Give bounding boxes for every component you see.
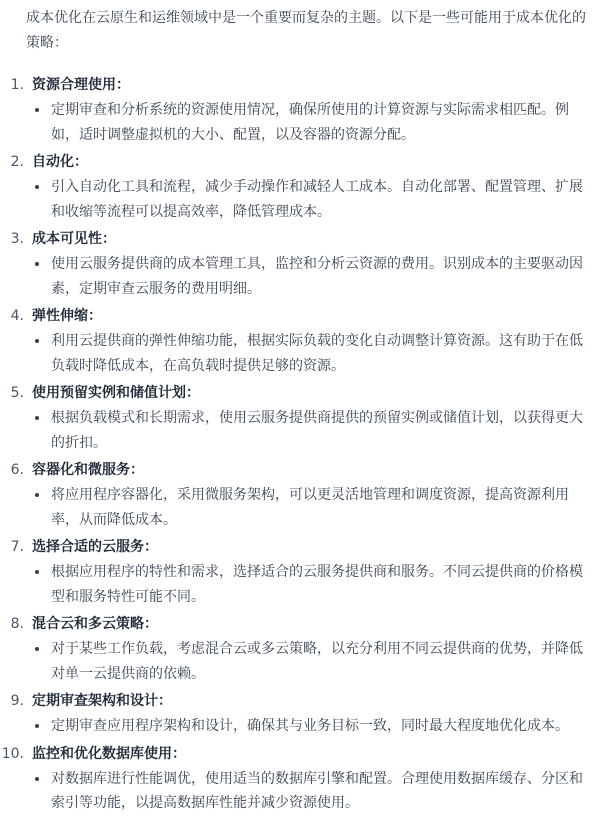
bullet-dot-icon [35, 724, 39, 728]
bullet-list [26, 175, 596, 224]
list-item [10, 150, 596, 224]
bullet-text: 使用云服务提供商的成本管理工具，监控和分析云资源的费用。识别成本的主要驱动因素，定期审查云服务的费用明细。 [51, 256, 583, 297]
item-title: 资源合理使用： [32, 77, 130, 93]
bullet-dot-icon [35, 339, 39, 343]
list-item [10, 612, 596, 686]
item-number: 10. [1, 745, 24, 762]
strategy-list [1, 73, 596, 816]
item-number: 9. [10, 693, 24, 709]
item-title: 弹性伸缩： [32, 308, 102, 324]
bullet-text: 定期审查和分析系统的资源使用情况，确保所使用的计算资源与实际需求相匹配。例如，适时调整虚拟机的大小、配置，以及容器的资源分配。 [51, 102, 569, 143]
bullet-dot-icon [35, 647, 39, 651]
list-item [10, 381, 596, 455]
bullet-text: 根据负载模式和长期需求，使用云服务提供商提供的预留实例或储值计划，以获得更大的折扣。 [51, 410, 583, 451]
list-item [10, 304, 596, 378]
bullet-text: 根据应用程序的特性和需求，选择适合的云服务提供商和服务。不同云提供商的价格模型和服务特性可能不同。 [51, 564, 583, 605]
item-title: 使用预留实例和储值计划： [32, 385, 200, 401]
bullet-item [51, 483, 596, 532]
bullet-list [26, 767, 596, 816]
item-title: 自动化： [32, 154, 88, 170]
list-item [10, 535, 596, 609]
item-title: 选择合适的云服务： [32, 539, 158, 555]
item-title: 定期审查架构和设计： [32, 693, 172, 709]
list-item [10, 689, 596, 739]
bullet-text: 利用云提供商的弹性伸缩功能，根据实际负载的变化自动调整计算资源。这有助于在低负载时降低成本，在高负载时提供足够的资源。 [51, 333, 583, 374]
bullet-item [51, 252, 596, 301]
bullet-list [26, 406, 596, 455]
bullet-text: 引入自动化工具和流程，减少手动操作和减轻人工成本。自动化部署、配置管理、扩展和收缩等流程可以提高效率，降低管理成本。 [51, 179, 583, 220]
bullet-item [51, 637, 596, 686]
bullet-dot-icon [35, 416, 39, 420]
bullet-list [26, 98, 596, 147]
bullet-item [51, 714, 596, 739]
item-title: 成本可见性： [32, 231, 116, 247]
bullet-text: 对数据库进行性能调优，使用适当的数据库引擎和配置。合理使用数据库缓存、分区和索引等功能，以提高数据库性能并减少资源使用。 [51, 770, 583, 811]
bullet-list [26, 252, 596, 301]
bullet-item [51, 98, 596, 147]
bullet-dot-icon [35, 108, 39, 112]
bullet-list [26, 637, 596, 686]
item-number: 2. [10, 154, 24, 170]
bullet-list [26, 329, 596, 378]
bullet-dot-icon [35, 570, 39, 574]
item-number: 3. [10, 231, 24, 247]
bullet-list [26, 560, 596, 609]
item-number: 4. [10, 308, 24, 324]
item-number: 7. [10, 539, 24, 555]
bullet-item [51, 175, 596, 224]
bullet-dot-icon [35, 185, 39, 189]
item-title: 容器化和微服务： [32, 462, 144, 478]
bullet-dot-icon [35, 262, 39, 266]
list-item [10, 227, 596, 301]
bullet-item [51, 329, 596, 378]
bullet-text: 对于某些工作负载，考虑混合云或多云策略，以充分利用不同云提供商的优势，并降低对单一云提供商的依赖。 [51, 641, 583, 682]
item-number: 5. [10, 385, 24, 401]
bullet-dot-icon [35, 493, 39, 497]
list-item [10, 458, 596, 532]
bullet-list [26, 714, 596, 739]
bullet-text: 将应用程序容器化，采用微服务架构，可以更灵活地管理和调度资源，提高资源利用率，从而降低成本。 [51, 487, 569, 528]
item-number: 6. [10, 462, 24, 478]
list-item [1, 742, 596, 816]
bullet-item [51, 406, 596, 455]
item-number: 1. [10, 77, 24, 93]
bullet-item [51, 560, 596, 609]
item-number: 8. [10, 616, 24, 632]
intro-paragraph: 成本优化在云原生和运维领域中是一个重要而复杂的主题。以下是一些可能用于成本优化的策略： [26, 10, 586, 51]
item-title: 监控和优化数据库使用： [32, 745, 186, 762]
bullet-dot-icon [35, 777, 39, 781]
bullet-text: 定期审查应用程序架构和设计，确保其与业务目标一致，同时最大程度地优化成本。 [51, 718, 569, 734]
bullet-item [51, 767, 596, 816]
item-title: 混合云和多云策略： [32, 616, 158, 632]
list-item [10, 73, 596, 147]
bullet-list [26, 483, 596, 532]
